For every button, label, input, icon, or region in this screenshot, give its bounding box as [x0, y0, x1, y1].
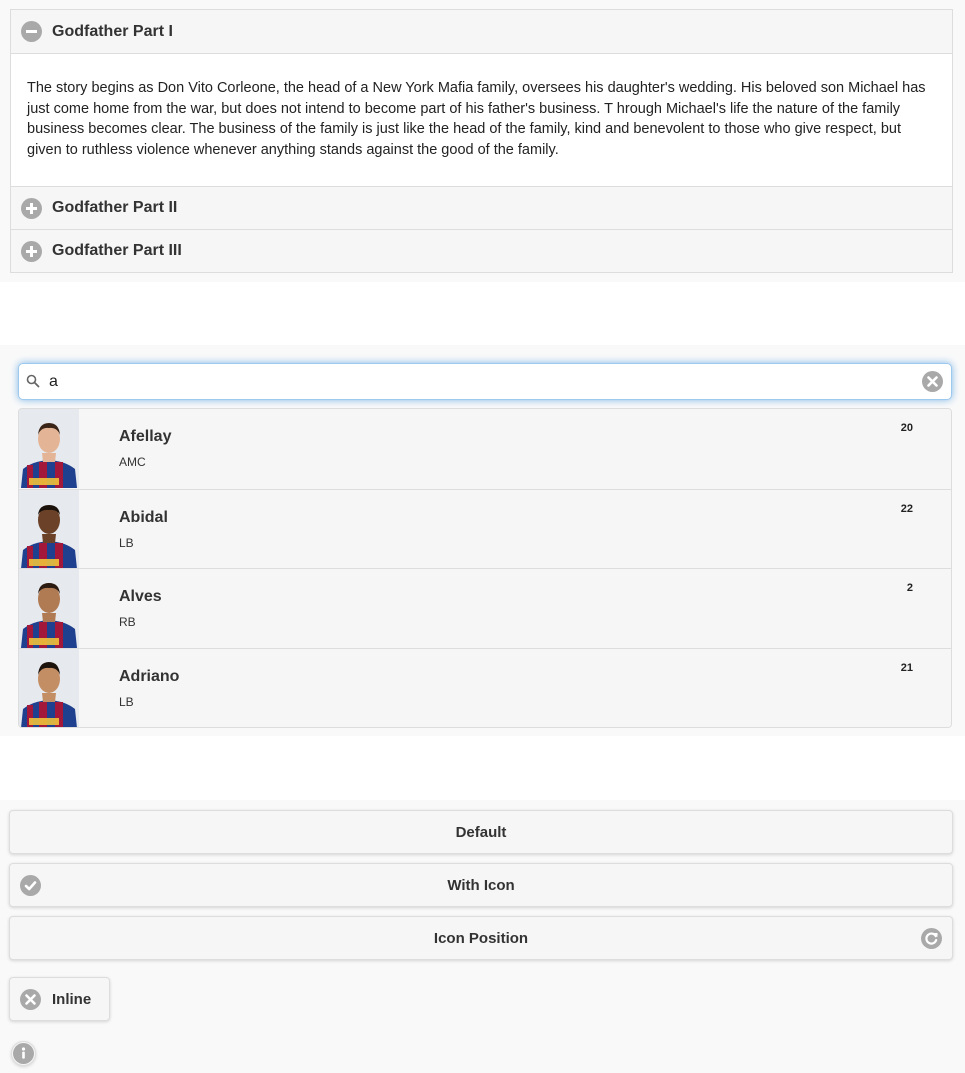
listview-section	[0, 345, 965, 736]
plus-icon	[21, 198, 42, 219]
accordion	[10, 9, 953, 273]
player-photo	[19, 649, 79, 728]
player-name: Adriano	[119, 667, 180, 685]
player-name: Abidal	[119, 508, 168, 526]
clear-search-icon[interactable]	[922, 371, 943, 392]
player-photo	[19, 490, 79, 569]
accordion-content	[11, 53, 952, 186]
info-icon	[13, 1043, 34, 1064]
list-item-alves[interactable]	[19, 568, 951, 648]
refresh-icon	[921, 928, 942, 949]
close-icon	[20, 989, 41, 1010]
player-list	[18, 408, 952, 728]
info-icon-button[interactable]	[11, 1041, 36, 1066]
player-photo	[19, 409, 79, 488]
accordion-title: Godfather Part II	[52, 199, 178, 216]
player-position: LB	[119, 535, 134, 550]
minus-icon	[21, 21, 42, 42]
buttons-section	[0, 800, 965, 1073]
accordion-header-part-1[interactable]	[11, 10, 952, 53]
search-icon	[26, 374, 40, 388]
list-item-abidal[interactable]	[19, 489, 951, 569]
player-number: 21	[900, 661, 913, 674]
player-photo	[19, 569, 79, 648]
button-label: Inline	[52, 990, 92, 1008]
with-icon-button[interactable]	[9, 863, 953, 907]
accordion-header-part-2[interactable]	[11, 186, 952, 229]
player-position: AMC	[119, 455, 146, 469]
player-name: Afellay	[119, 428, 172, 445]
icon-position-button[interactable]	[9, 916, 953, 960]
player-number: 2	[906, 582, 913, 594]
accordion-body-text: The story begins as Don Vito Corleone, the head of a New York Mafia family, oversees his daughter's wedding. His beloved son Michael has just come home from the war, but does not intend to become part of his father's business. T hrough Michael's life the nature of the family business becomes clear. The business of the family is just like the head of the family, kind and benevolent to those who give respect, but given to ruthless violence whenever anything stands against the good of the family.	[27, 80, 926, 158]
accordion-title: Godfather Part I	[52, 22, 173, 40]
inline-button[interactable]	[9, 977, 110, 1021]
accordion-section	[0, 0, 965, 282]
check-icon	[20, 875, 41, 896]
list-item-afellay[interactable]	[19, 409, 951, 489]
button-label: With Icon	[447, 876, 515, 894]
player-number: 22	[900, 502, 913, 515]
button-label: Icon Position	[433, 929, 529, 947]
button-label: Default	[455, 823, 507, 841]
default-button[interactable]	[9, 810, 953, 854]
player-name: Alves	[119, 588, 162, 605]
player-number: 20	[900, 422, 913, 434]
player-position: LB	[119, 694, 134, 709]
accordion-title: Godfather Part III	[52, 242, 182, 259]
search-box	[18, 363, 952, 400]
accordion-header-part-3[interactable]	[11, 229, 952, 272]
player-position: RB	[119, 615, 136, 629]
list-item-adriano[interactable]	[19, 648, 951, 728]
plus-icon	[21, 241, 42, 262]
search-input[interactable]	[49, 364, 909, 399]
